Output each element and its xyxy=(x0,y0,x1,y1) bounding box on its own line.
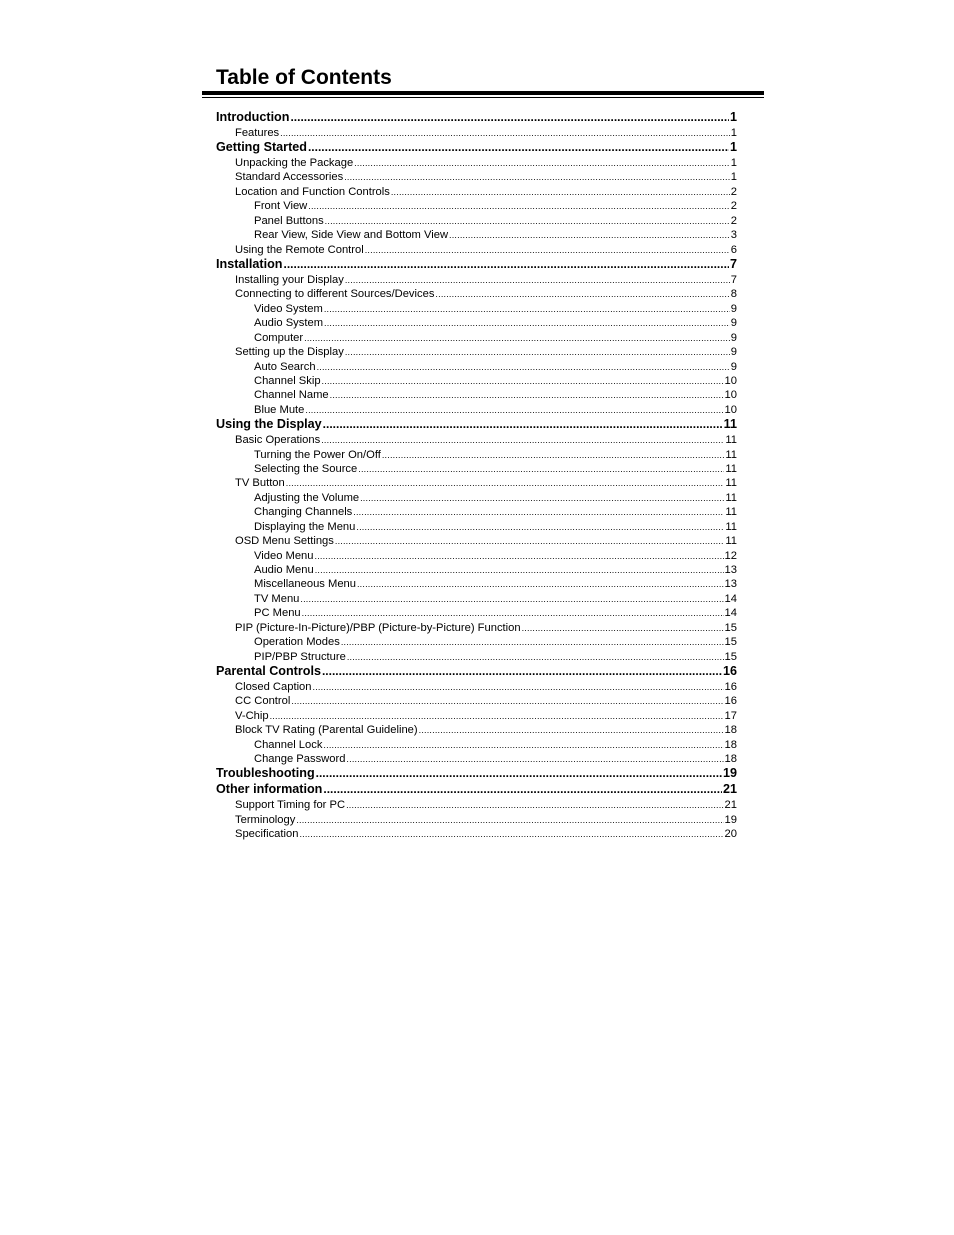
toc-dot-leader xyxy=(324,302,730,316)
toc-entry-page-number: 12 xyxy=(724,549,737,562)
toc-entry[interactable] xyxy=(216,534,737,548)
toc-dot-leader xyxy=(323,417,723,433)
toc-entry-label: Audio System xyxy=(254,317,324,330)
toc-entry-page-number: 8 xyxy=(730,288,737,301)
toc-entry[interactable] xyxy=(216,782,737,798)
toc-entry-page-number: 15 xyxy=(724,650,737,663)
toc-entry[interactable] xyxy=(216,621,737,635)
toc-entry-label: Channel Skip xyxy=(254,374,321,387)
toc-dot-leader xyxy=(449,228,730,242)
toc-dot-leader xyxy=(296,813,723,827)
toc-entry[interactable] xyxy=(216,505,737,519)
toc-entry[interactable] xyxy=(216,462,737,476)
toc-entry[interactable] xyxy=(216,140,737,156)
toc-entry-page-number: 15 xyxy=(724,636,737,649)
toc-entry-page-number: 1 xyxy=(729,110,737,124)
toc-entry-label: Setting up the Display xyxy=(235,346,344,359)
toc-entry-page-number: 9 xyxy=(730,331,737,344)
toc-entry[interactable] xyxy=(216,709,737,723)
toc-dot-leader xyxy=(291,694,723,708)
toc-dot-leader xyxy=(356,520,724,534)
toc-entry-page-number: 9 xyxy=(730,302,737,315)
toc-entry-label: Channel Name xyxy=(254,389,329,402)
toc-entry-page-number: 19 xyxy=(724,813,737,826)
toc-entry-page-number: 1 xyxy=(730,126,737,139)
toc-entry[interactable] xyxy=(216,273,737,287)
toc-entry-label: Other information xyxy=(216,782,323,797)
toc-entry-page-number: 2 xyxy=(730,200,737,213)
toc-entry-page-number: 2 xyxy=(730,185,737,198)
toc-entry-label: Using the Remote Control xyxy=(235,243,364,256)
toc-entry[interactable] xyxy=(216,766,737,782)
toc-entry-page-number: 10 xyxy=(724,403,737,416)
toc-entry-label: V-Chip xyxy=(235,709,269,722)
toc-entry-page-number: 11 xyxy=(725,491,737,504)
toc-entry[interactable] xyxy=(216,520,737,534)
toc-entry-page-number: 19 xyxy=(722,766,737,781)
page-title: Table of Contents xyxy=(216,66,392,89)
toc-entry-label: OSD Menu Settings xyxy=(235,535,334,548)
toc-entry[interactable] xyxy=(216,287,737,301)
toc-entry[interactable] xyxy=(216,156,737,170)
toc-entry-page-number: 9 xyxy=(730,317,737,330)
toc-entry-label: Computer xyxy=(254,331,304,344)
toc-dot-leader xyxy=(346,798,723,812)
toc-entry-label: Auto Search xyxy=(254,360,316,373)
toc-entry[interactable] xyxy=(216,360,737,374)
toc-entry-label: Troubleshooting xyxy=(216,766,315,781)
toc-entry[interactable] xyxy=(216,752,737,766)
toc-entry-label: PIP (Picture-In-Picture)/PBP (Picture-by-Picture) Function xyxy=(235,621,521,634)
toc-entry-label: Using the Display xyxy=(216,417,322,432)
toc-dot-leader xyxy=(360,491,724,505)
toc-entry-label: TV Button xyxy=(235,477,285,490)
toc-entry[interactable] xyxy=(216,417,737,433)
toc-entry[interactable] xyxy=(216,345,737,359)
toc-entry-label: Parental Controls xyxy=(216,664,321,679)
toc-dot-leader xyxy=(345,273,730,287)
toc-entry[interactable] xyxy=(216,243,737,257)
toc-entry-page-number: 21 xyxy=(722,782,737,797)
toc-entry-page-number: 3 xyxy=(730,229,737,242)
toc-entry-page-number: 14 xyxy=(724,607,737,620)
toc-entry-page-number: 11 xyxy=(725,448,737,461)
toc-entry-page-number: 11 xyxy=(725,520,737,533)
title-rule-thin xyxy=(202,97,764,98)
toc-entry[interactable] xyxy=(216,170,737,184)
toc-entry-page-number: 9 xyxy=(730,360,737,373)
toc-entry[interactable] xyxy=(216,331,737,345)
toc-entry[interactable] xyxy=(216,592,737,606)
toc-entry[interactable] xyxy=(216,388,737,402)
toc-dot-leader xyxy=(347,650,724,664)
toc-entry[interactable] xyxy=(216,664,737,680)
toc-entry-label: Audio Menu xyxy=(254,564,314,576)
toc-entry[interactable] xyxy=(216,635,737,649)
toc-entry[interactable] xyxy=(216,694,737,708)
toc-entry[interactable] xyxy=(216,827,737,841)
toc-entry-page-number: 11 xyxy=(725,506,737,519)
toc-entry-label: Block TV Rating (Parental Guideline) xyxy=(235,724,418,737)
toc-dot-leader xyxy=(322,664,722,680)
toc-entry[interactable] xyxy=(216,302,737,316)
toc-entry-page-number: 1 xyxy=(729,140,737,155)
toc-dot-leader xyxy=(270,709,724,723)
toc-entry[interactable] xyxy=(216,650,737,664)
toc-entry-label: Introduction xyxy=(216,110,290,124)
toc-entry-page-number: 13 xyxy=(724,564,737,576)
toc-dot-leader xyxy=(335,534,725,548)
toc-dot-leader xyxy=(358,462,724,476)
toc-dot-leader xyxy=(299,827,723,841)
toc-entry-page-number: 11 xyxy=(725,477,737,490)
toc-entry-page-number: 9 xyxy=(730,346,737,359)
toc-entry[interactable] xyxy=(216,110,737,126)
toc-entry-label: Channel Lock xyxy=(254,738,323,751)
toc-entry[interactable] xyxy=(216,126,737,140)
toc-entry-label: Specification xyxy=(235,827,299,840)
toc-dot-leader xyxy=(323,782,722,798)
toc-entry[interactable] xyxy=(216,491,737,505)
toc-entry-label: Terminology xyxy=(235,813,296,826)
toc-entry-label: Adjusting the Volume xyxy=(254,491,360,504)
toc-entry-label: Selecting the Source xyxy=(254,462,358,475)
toc-entry-label: Connecting to different Sources/Devices xyxy=(235,288,435,301)
toc-dot-leader xyxy=(283,257,729,273)
toc-dot-leader xyxy=(353,505,724,519)
toc-dot-leader xyxy=(286,476,725,490)
toc-entry[interactable] xyxy=(216,316,737,330)
toc-dot-leader xyxy=(435,287,729,301)
toc-entry-page-number: 13 xyxy=(724,578,737,591)
toc-entry-page-number: 18 xyxy=(724,738,737,751)
toc-entry-label: Rear View, Side View and Bottom View xyxy=(254,229,449,242)
toc-entry-page-number: 6 xyxy=(730,243,737,256)
toc-entry-page-number: 11 xyxy=(725,462,737,475)
toc-dot-leader xyxy=(300,592,723,606)
toc-dot-leader xyxy=(323,738,723,752)
toc-dot-leader xyxy=(313,680,724,694)
toc-entry-page-number: 16 xyxy=(724,695,737,708)
toc-dot-leader xyxy=(330,388,724,402)
toc-entry-page-number: 11 xyxy=(725,434,737,447)
toc-entry-label: Changing Channels xyxy=(254,506,353,519)
toc-entry-label: Operation Modes xyxy=(254,636,340,649)
toc-dot-leader xyxy=(325,214,730,228)
toc-dot-leader xyxy=(357,577,724,591)
toc-entry-label: Blue Mute xyxy=(254,403,305,416)
toc-entry-label: Video System xyxy=(254,302,323,315)
toc-dot-leader xyxy=(308,140,729,156)
toc-entry[interactable] xyxy=(216,813,737,827)
toc-entry-page-number: 10 xyxy=(724,389,737,402)
toc-entry-label: Miscellaneous Menu xyxy=(254,578,356,591)
toc-entry-page-number: 18 xyxy=(724,753,737,766)
toc-entry-label: Location and Function Controls xyxy=(235,185,390,198)
toc-entry[interactable] xyxy=(216,403,737,417)
toc-entry-page-number: 20 xyxy=(724,827,737,840)
toc-dot-leader xyxy=(345,345,730,359)
toc-entry[interactable] xyxy=(216,680,737,694)
toc-entry[interactable] xyxy=(216,738,737,752)
toc-entry-label: PIP/PBP Structure xyxy=(254,650,346,663)
toc-dot-leader xyxy=(315,563,724,577)
toc-dot-leader xyxy=(344,170,730,184)
toc-entry-label: Panel Buttons xyxy=(254,214,324,227)
toc-dot-leader xyxy=(382,448,725,462)
toc-entry-label: Support Timing for PC xyxy=(235,799,346,812)
toc-entry-label: Standard Accessories xyxy=(235,171,344,184)
toc-entry-label: Installation xyxy=(216,257,283,272)
toc-entry-label: Video Menu xyxy=(254,549,314,562)
toc-entry[interactable] xyxy=(216,563,737,577)
toc-entry-page-number: 7 xyxy=(730,273,737,286)
toc-entry-page-number: 17 xyxy=(724,709,737,722)
toc-entry-label: Unpacking the Package xyxy=(235,157,354,170)
toc-entry-page-number: 11 xyxy=(725,535,737,548)
toc-entry-page-number: 11 xyxy=(723,417,737,432)
toc-entry-page-number: 2 xyxy=(730,214,737,227)
toc-entry[interactable] xyxy=(216,374,737,388)
toc-entry-page-number: 1 xyxy=(730,157,737,170)
toc-entry[interactable] xyxy=(216,185,737,199)
toc-entry-page-number: 16 xyxy=(724,680,737,693)
toc-dot-leader xyxy=(316,766,722,782)
toc-entry-label: Displaying the Menu xyxy=(254,520,356,533)
toc-entry[interactable] xyxy=(216,257,737,273)
toc-entry[interactable] xyxy=(216,476,737,490)
toc-dot-leader xyxy=(308,199,729,213)
toc-entry[interactable] xyxy=(216,199,737,213)
toc-dot-leader xyxy=(391,185,730,199)
toc-dot-leader xyxy=(346,752,723,766)
toc-entry-label: Installing your Display xyxy=(235,273,344,286)
toc-entry[interactable] xyxy=(216,549,737,563)
toc-dot-leader xyxy=(305,403,723,417)
toc-entry[interactable] xyxy=(216,448,737,462)
toc-entry-page-number: 10 xyxy=(724,374,737,387)
toc-dot-leader xyxy=(315,549,724,563)
toc-entry-label: Turning the Power On/Off xyxy=(254,448,381,461)
toc-entry[interactable] xyxy=(216,723,737,737)
toc-entry-label: Basic Operations xyxy=(235,434,321,447)
toc-dot-leader xyxy=(280,126,730,140)
title-rule-thick xyxy=(202,91,764,95)
toc-entry-page-number: 16 xyxy=(722,664,737,679)
toc-entry-label: TV Menu xyxy=(254,592,300,605)
toc-entry-page-number: 15 xyxy=(724,621,737,634)
toc-dot-leader xyxy=(354,156,730,170)
toc-entry[interactable] xyxy=(216,214,737,228)
toc-entry-page-number: 1 xyxy=(730,171,737,184)
toc-entry-label: Front View xyxy=(254,200,308,213)
toc-entry-label: Change Password xyxy=(254,753,346,766)
toc-entry[interactable] xyxy=(216,606,737,620)
toc-list xyxy=(216,110,737,841)
toc-dot-leader xyxy=(324,316,730,330)
toc-entry-label: Closed Caption xyxy=(235,680,312,693)
toc-entry[interactable] xyxy=(216,228,737,242)
toc-dot-leader xyxy=(322,374,724,388)
toc-dot-leader xyxy=(341,635,724,649)
toc-entry-label: CC Control xyxy=(235,695,291,708)
toc-dot-leader xyxy=(317,360,730,374)
toc-dot-leader xyxy=(522,621,724,635)
toc-entry[interactable] xyxy=(216,577,737,591)
toc-entry-page-number: 21 xyxy=(724,799,737,812)
toc-entry-label: Features xyxy=(235,126,280,139)
toc-entry-label: Getting Started xyxy=(216,140,307,155)
toc-dot-leader xyxy=(419,723,724,737)
toc-dot-leader xyxy=(321,433,724,447)
toc-entry-label: PC Menu xyxy=(254,607,301,620)
toc-dot-leader xyxy=(290,110,729,126)
toc-dot-leader xyxy=(304,331,730,345)
toc-entry-page-number: 7 xyxy=(729,257,737,272)
toc-dot-leader xyxy=(302,606,724,620)
toc-entry-page-number: 18 xyxy=(724,724,737,737)
toc-entry-page-number: 14 xyxy=(724,592,737,605)
toc-entry[interactable] xyxy=(216,433,737,447)
toc-dot-leader xyxy=(365,243,730,257)
toc-entry[interactable] xyxy=(216,798,737,812)
